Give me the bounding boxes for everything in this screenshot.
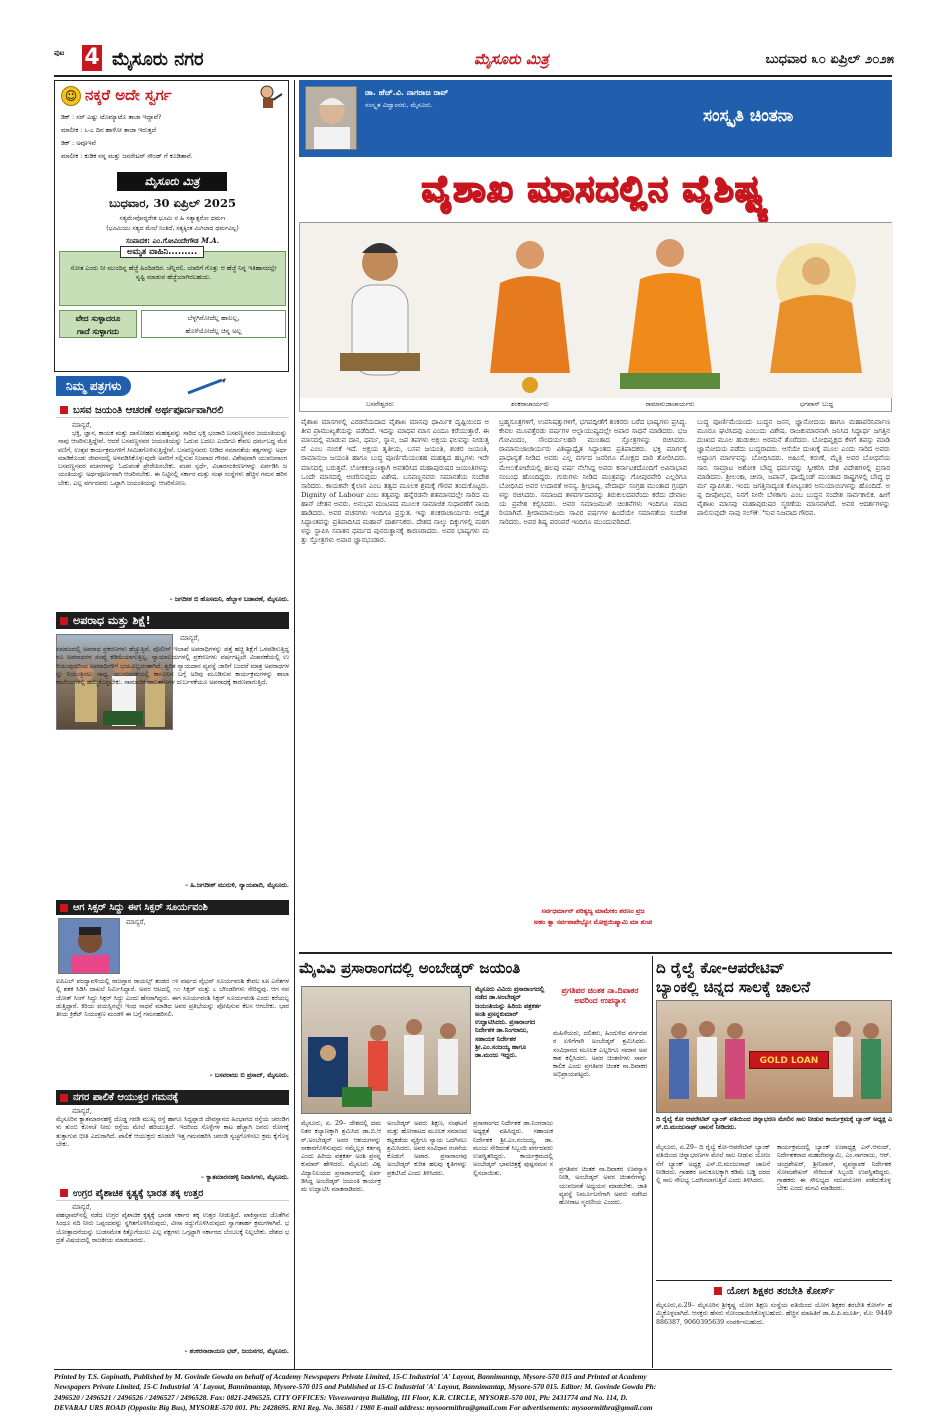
veda-box [59, 310, 286, 338]
letter-3 [56, 900, 289, 1086]
letter-4-title: ನಗರ ಪಾಲಿಕೆ ಆಯುಕ್ತರ ಗಮನಕ್ಕೆ [73, 1092, 179, 1103]
letter-1-title: ಬಸವ ಜಯಂತಿ ಆಚರಣೆ ಅರ್ಥಪೂರ್ಣವಾಗಿರಲಿ [73, 404, 224, 416]
feature-bottom-rule [299, 952, 892, 954]
feature-column-3: ಬುದ್ಧ ಪೂರ್ಣಿಮೆಯಂದು ಬುದ್ಧನ ಜನನ, ಜ್ಞಾನೋದಯ ಹಾಗೂ ಮಹಾಪರಿನಿರ್ವಾಣ ಮೂರೂ ಘಟಿಸಿದವು ಎಂಬುದು ವಿಶೇಷ. ರಾಜಕುಮಾರನಾಗಿ ಜನಿಸಿದ ಸಿದ್ಧಾರ್ಥ ಜಗತ್ತಿನ ದುಃಖದ ಮೂಲ ಹುಡುಕಲು ಅರಮನೆ ತೊರೆದರು. ಬೋಧಿವೃಕ್ಷದ ಕೆಳಗೆ ತಪಸ್ಸು ಮಾಡಿ ಜ್ಞಾನೋದಯ ಪಡೆದು ಬುದ್ಧರಾದರು. ಆಸೆಯೇ ದುಃಖಕ್ಕೆ ಮೂಲ ಎಂದು ಸಾರಿದ ಅವರು ಅಷ್ಟಾಂಗ ಮಾರ್ಗವನ್ನು ಬೋಧಿಸಿದರು. ಅಹಿಂಸೆ, ಕರುಣೆ, ಮೈತ್ರಿ ಅವರ ಬೋಧನೆಯ ಸಾರ. ಸಾಮ್ರಾಟ ಅಶೋಕ ಬೌದ್ಧ ಧರ್ಮವನ್ನು ಸ್ವೀಕರಿಸಿ ದೇಶ ವಿದೇಶಗಳಲ್ಲಿ ಪ್ರಸಾರ ಮಾಡಿದನು. ಶ್ರೀಲಂಕಾ, ಚೀನಾ, ಜಪಾನ್, ಥಾಯ್ಲೆಂಡ್ ಮುಂತಾದ ರಾಷ್ಟ್ರಗಳಲ್ಲಿ ಬೌದ್ಧ ಧರ್ಮ ವ್ಯಾಪಿಸಿತು. ಇಂದು ಜಗತ್ತಿನಾದ್ಯಂತ ಕೋಟ್ಯಂತರ ಅನುಯಾಯಿಗಳನ್ನು ಹೊಂದಿದೆ. ಅಪ್ಪ ದೀಪೋಭವ, ನಿನಗೆ ನೀನೇ ಬೆಳಕಾಗು ಎಂಬ ಬುದ್ಧನ ಸಂದೇಶ ಸಾರ್ವಕಾಲಿಕ. ಹೀಗೆ ವೈಶಾಖ ಮಾಸವು ಮಹಾಪುರುಷರ ಸ್ಮರಣೆಯ ಮಾಸವಾಗಿದೆ. ಅವರ ಆದರ್ಶಗಳನ್ನು ಪಾಲಿಸುವುದೇ ನಾವು ಸಲ್लಿಸುವ ನಿಜವಾದ ಗೌರವ. [697, 418, 890, 518]
red-square-icon [60, 617, 68, 625]
author-photo [305, 86, 357, 150]
section-title: ಮೈಸೂರು ನಗರ [112, 49, 204, 70]
letter-1-title-bar [56, 403, 289, 418]
joke-line: ಡಿಕ್ : ಅವೂಇವೆ [61, 139, 96, 147]
cartoon-figure-icon [255, 84, 283, 110]
caption-ramanujacharya: ರಾಮಾನುಜಾಚಾರ್ಯರು [645, 400, 695, 408]
letter-4-title-bar [56, 1090, 289, 1105]
coop-body-2: ಕಾರ್ಯಕ್ರಮದಲ್ಲಿ ಬ್ಯಾಂಕ್ ಉಪಾಧ್ಯಕ್ಷ ಎಸ್.ಆನಂದ್, ನಿರ್ದೇಶಕರಾದ ಮಹದೇವಸ್ವಾಮಿ, ಎಂ.ನಾಗರಾಜು, ಆರ್.ಚಂದ್ರಶೇಖರ್, ಶ್ರೀನಿವಾಸ್, ವ್ಯವಸ್ಥಾಪಕ ನಿರ್ದೇಶಕ ಸೋಮಶೇಖರ್ ಸೇರಿದಂತೆ ಸಿಬ್ಬಂದಿ ಉಪಸ್ಥಿತರಿದ್ದರು. ಗ್ರಾಹಕರು ಈ ಸೌಲಭ್ಯದ ಸದುಪಯೋಗ ಪಡೆದುಕೊಳ್ಳಬೇಕು ಎಂದು ಮನವಿ ಮಾಡಿದರು. [777, 1144, 891, 1193]
feature-header [299, 80, 892, 157]
ambedkar-article [299, 956, 649, 1366]
author-name: ಡಾ. ಹೆಚ್.ವಿ. ನಾಗರಾಜ ರಾವ್ [365, 88, 449, 97]
saints-image-strip [299, 222, 892, 412]
letter-5 [56, 1186, 289, 1362]
joke-line: ಮಾಲೀಕ : ೬-೭ ದಿನ ಹಾಳೋ ತಾಜಾ ಇರುತ್ತದೆ [61, 126, 157, 134]
coop-photo-caption: ದಿ ರೈಲ್ವೆ ಕೋ ಆಪರೇಟಿವ್ ಬ್ಯಾಂಕ್ ವತಿಯಿಂದ ಚಿನ್ನಾಭರಣ ಮೇಲಿನ ಸಾಲ ನೀಡುವ ಕಾರ್ಯಕ್ರಮಕ್ಕೆ ಬ್ಯಾಂಕ್ ಅಧ್ಯಕ್ಷ ಎಸ್.ಬಿ.ಮಂಜುನಾಥ್ ಚಾಲನೆ ನೀಡಿದರು. [656, 1116, 892, 1132]
letter-2 [56, 612, 289, 896]
letter-3-body: ಐಪಿಎಲ್ ಪಂದ್ಯಾವಳಿಯಲ್ಲಿ ರಾಜಸ್ತಾನ ರಾಯಲ್ಸ್ ತಂಡದ ೧೪ ವರ್ಷದ ವೈಭವ್ ಸೂರ್ಯವಂಶಿ ಕೇವಲ ೩೫ ಎಸೆತಗಳಲ್ಲಿ ಶತಕ ಸಿಡಿಸಿ ದಾಖಲೆ ನಿರ್ಮಿಸಿದ್ದಾರೆ. ಅವರ ಆಟದಲ್ಲಿ ೧೧ ಸಿಕ್ಸರ್ ಮತ್ತು ೭ ಬೌಂಡರಿಗಳು ಸೇರಿದ್ದವು. ಆಗ ನವಜೋತ್ ಸಿಂಗ್ ಸಿದ್ದು ಸಿಕ್ಸರ್ ಸಿದ್ದು ಎಂದು ಹೆಸರಾಗಿದ್ದರು. ಈಗ ಸೂರ್ಯವಂಶಿ ಸಿಕ್ಸರ್ ಸೂರ್ಯವಂಶಿ ಎಂದು ಕರೆಯಲ್ಪಡುತ್ತಿದ್ದಾರೆ. ಕಿರಿಯ ವಯಸ್ಸಿನಲ್ಲೇ ಇಂಥ ಸಾಧನೆ ಮಾಡಿದ ಅವರ ಪ್ರತಿಭೆಯನ್ನು ಪೋಷಿಸುವ ಕೆಲಸ ಆಗಬೇಕು. ಭಾರತೀಯ ಕ್ರಿಕೆಟ್ ನಿಯಂತ್ರಣ ಮಂಡಳಿ ಈ ಬಗ್ಗೆ ಗಮನಹರಿಸಲಿ. [56, 978, 289, 1019]
letter-2-title-bar [56, 612, 289, 629]
issue-date: ಬುಧವಾರ ೩೦ ಏಪ್ರಿಲ್ ೨೦೨೫ [765, 52, 894, 67]
joke-line: ಮಾಲೀಕ : ಕುಡಿಕ ನನ್ನ ಮತ್ತು ಜನರೇಟರ್ ಸೌಂಡ್ ಗೆ ಕೂಡಿತಾವೆ. [61, 152, 193, 160]
paper-name: ಮೈಸೂರು ಮಿತ್ರ [474, 50, 549, 68]
coop-body-1: ಮೈಸೂರು, ಏ.29– ದಿ ರೈಲ್ವೆ ಕೋ-ಆಪರೇಟಿವ್ ಬ್ಯಾಂಕ್ ವತಿಯಿಂದ ಚಿನ್ನಾಭರಣಗಳ ಮೇಲೆ ಸಾಲ ನೀಡುವ ಯೋಜನೆಗೆ ಬ್ಯಾಂಕ್ ಅಧ್ಯಕ್ಷ ಎಸ್.ಬಿ.ಮಂಜುನಾಥ್ ಚಾಲನೆ ನೀಡಿದರು. ಗ್ರಾಹಕರ ಅನುಕೂಲಕ್ಕಾಗಿ ಕಡಿಮೆ ಬಡ್ಡಿ ದರದಲ್ಲಿ ಸಾಲ ಸೌಲಭ್ಯ ಒದಗಿಸಲಾಗುತ್ತಿದೆ ಎಂದು ತಿಳಿಸಿದರು. [656, 1144, 770, 1185]
sidebar-date: ಬುಧವಾರ, 30 ಏಪ್ರಿಲ್ 2025 [109, 196, 236, 210]
basaveshwara-image [300, 223, 460, 398]
letters-header-label: ನಿಮ್ಮ ಪತ್ರಗಳು [56, 376, 131, 396]
letter-1 [56, 403, 289, 608]
red-square-icon [60, 904, 68, 912]
amrutha-title: ಅಮೃತ ವಾಹಿನಿ......... [120, 246, 204, 258]
column-divider [294, 80, 295, 1370]
amrutha-text: ಸೋತ ಎಂದು ನೀ ಮುಂದಿನ್ನ ಹೆಜ್ಜೆ ಹಿಂದಿಡದಿರ. ಚೆನ್ನಿರಲಿ, ಯಾರಿಗೆ ಗೊತ್ತು ಆ ಹೆಜ್ಜೆ ನಿನ್ನ ಇತಿಹಾಸದಲ್ಲೇ ಸೃಷ್ಟಿ ಮಾಡುವ ಹೆಜ್ಜೆಯಾಗಿರಬಹುದು. [70, 265, 277, 282]
caption-shankaracharya: ಶಂಕರಾಚಾರ್ಯರು [511, 400, 549, 408]
letter-5-salutation: ಮಾನ್ಯರೆ, [72, 1203, 92, 1211]
letter-3-title: ಆಗ ಸಿಕ್ಸರ್ ಸಿದ್ದು ಈಗ ಸಿಕ್ಸರ್ ಸೂರ್ಯವಂಶಿ [73, 902, 208, 913]
letter-1-body: ಭಕ್ತಿ, ಜ್ಞಾನ, ಕಾಯಕ ಮತ್ತು ದಾಸೋಹದ ಮಹತ್ವವನ್ನು ಸಾರಿದ ಭಕ್ತಿ ಭಂಡಾರಿ ಬಸವಣ್ಣನವರ ಜಯಂತಿಯನ್ನು ನಾವು ಆಚರಿಸುತ್ತಿದ್ದೇವೆ. ಆದರೆ ಬಸವಣ್ಣನವರ ಜಯಂತಿಯನ್ನು ಓದುವ ಬದಲು ಎಂದಿಗೂ ಕೇವಲ ಧರ್ಮಬದ್ಧ ಮೆರವಣಿಗೆ, ಉತ್ಸವ ಕಾರ್ಯಕ್ರಮಗಳಿಗೆ ಸೀಮಿತಗೊಳಿಸುತ್ತಿದ್ದೇವೆ. ಬಸವಣ್ಣನವರು ನೀಡಿದ ಸಮಾನತೆಯ ತತ್ವಗಳನ್ನು ಅರ್ಥಮಾಡಿಕೊಂಡು ಜೀವನದಲ್ಲಿ ಅಳವಡಿಸಿಕೊಳ್ಳುವುದೇ ಅವರಿಗೆ ಸಲ್ಲಿಸುವ ನಿಜವಾದ ಗೌರವ. ವಿಶೇಷವಾಗಿ ಯುವಜನಾಂಗ ಬಸವಣ್ಣನವರ ವಚನಗಳನ್ನು ಓದುವಂತೆ ಪ್ರೇರೇಪಿಸಬೇಕು. ವಚನ ಸ್ಪರ್ಧೆ, ವಿಚಾರಸಂಕಿರಣಗಳನ್ನು ಏರ್ಪಡಿಸಿ ಜಯಂತಿಯನ್ನು ಅರ್ಥಪೂರ್ಣವಾಗಿ ಆಚರಿಸಬೇಕು. ಈ ನಿಟ್ಟಿನಲ್ಲಿ ಸರ್ಕಾರ ಮತ್ತು ಸಂಘ ಸಂಸ್ಥೆಗಳು ಹೆಚ್ಚಿನ ಗಮನ ಹರಿಸಬೇಕು. ಎಲ್ಲ ವರ್ಗದವರು ಒಟ್ಟಾಗಿ ಜಯಂತಿಯನ್ನು ಆಚರಿಸೋಣ. [58, 429, 287, 487]
ambedkar-body-1: ಮೈಸೂರು, ಏ. 29– ದೇಶದಲ್ಲಿ ದಮನಿತರ ಕಲ್ಯಾಣಕ್ಕಾಗಿ ಶ್ರಮಿಸಿದ ಡಾ.ಬಿ.ಆರ್.ಅಂಬೇಡ್ಕರ್ ಅವರ ಆಶಯಗಳನ್ನು ಸಾಕಾರಗೊಳಿಸುವುದು ನಮ್ಮೆಲ್ಲರ ಕರ್ತವ್ಯ ಎಂದು ಹಿರಿಯ ಪತ್ರಕರ್ತ ಅಂಶಿ ಪ್ರಸನ್ನಕುಮಾರ್ ಹೇಳಿದರು. ಮೈಸೂರು ವಿಶ್ವವಿದ್ಯಾನಿಲಯದ ಪ್ರಸಾರಾಂಗದಲ್ಲಿ ಏರ್ಪಡಿಸಿದ್ದ ಅಂಬೇಡ್ಕರ್ ಜಯಂತಿ ಕಾರ್ಯಕ್ರಮ ಉದ್ಘಾಟಿಸಿ ಮಾತನಾಡಿದರು. [301, 1120, 381, 1194]
letter-4-signature: – ಕ್ಯಾತಮಾರನಹಳ್ಳಿ ನಿವಾಸಿಗಳು, ಮೈಸೂರು. [200, 1173, 289, 1181]
veda-label-box [59, 310, 137, 338]
quote-line-1: ಸತ್ಯಮೇವೋದ್ಧರೇತ ಭೂಮಿ ನ ಹಿ ಸತ್ಯಾತ್ಪರೋ ಧರ್ಮಃ [119, 215, 226, 222]
gold-loan-banner: GOLD LOAN [749, 1051, 829, 1069]
veda-text-2: ಹೊಳೆಯೋದೆಲ್ಲ ಚಿನ್ನ ಅಲ್ಲ [185, 327, 242, 335]
letter-4-body: ಮೈಸೂರಿನ ಕ್ಯಾತಮಾರನಹಳ್ಳಿ ದೊಡ್ಡ ಗರಡಿ ಮುಖ್ಯ ರಸ್ತೆ ಹಾಗೂ ಸಿದ್ದಪ್ಪಾಜಿ ದೇವಸ್ಥಾನದ ಹಿಂಭಾಗದ ರಸ್ತೆಯ ಚರಂಡಿಗಳು ತುಂಬಿ ಕೊಳಚೆ ನೀರು ರಸ್ತೆಯ ಮೇಲೆ ಹರಿಯುತ್ತಿದೆ. ಇದರಿಂದ ಸೊಳ್ಳೆಗಳ ಕಾಟ ಹೆಚ್ಚಾಗಿ ಜನರು ರೋಗಕ್ಕೆ ತುತ್ತಾಗುವ ಭೀತಿ ಎದುರಾಗಿದೆ. ಪಾಲಿಕೆ ಆಯುಕ್ತರು ಕೂಡಲೇ ಇತ್ತ ಗಮನಹರಿಸಿ ಚರಂಡಿ ಸ್ವಚ್ಛಗೊಳಿಸಲು ಕ್ರಮ ಕೈಗೊಳ್ಳಬೇಕು. [56, 1115, 289, 1148]
caption-basaveshwara: ಬಸವೇಶ್ವರರು [366, 400, 394, 408]
letter-2-body: ಸಮಾಜದಲ್ಲಿ ಅಪರಾಧ ಪ್ರಕರಣಗಳು ಹೆಚ್ಚುತ್ತಿವೆ. ಪೊಲೀಸ್ ಇಲಾಖೆ ಅಪರಾಧಿಗಳನ್ನು ಪತ್ತೆ ಹಚ್ಚಿ ಶಿಕ್ಷೆಗೆ ಒಳಪಡಿಸುತ್ತಿದ್ದರೂ ಅಪರಾಧಗಳ ಸಂಖ್ಯೆ ಕಡಿಮೆಯಾಗುತ್ತಿಲ್ಲ. ನ್ಯಾಯಾಲಯಗಳಲ್ಲಿ ಪ್ರಕರಣಗಳು ವರ್ಷಗಟ್ಟಲೇ ವಿಚಾರಣೆಯಲ್ಲಿ ಉಳಿಯುವುದರಿಂದ ಅಪರಾಧಿಗಳಿಗೆ ಭಯವಿಲ್ಲದಂತಾಗಿದೆ. ತ್ವರಿತ ನ್ಯಾಯದಾನ ವ್ಯವಸ್ಥೆ ಜಾರಿಗೆ ಬಂದರೆ ಮಾತ್ರ ಅಪರಾಧಗಳನ್ನು ನಿಯಂತ್ರಿಸಲು ಸಾಧ್ಯ. ಯುವಜನತೆಯಲ್ಲಿ ಕಾನೂನಿನ ಬಗ್ಗೆ ಅರಿವು ಮೂಡಿಸುವ ಕಾರ್ಯಕ್ರಮಗಳನ್ನು ಶಾಲಾ ಕಾಲೇಜುಗಳಲ್ಲಿ ಹಮ್ಮಿಕೊಳ್ಳಬೇಕು. ಸಾಮಾಜಿಕ ಜಾಲತಾಣಗಳ ದುರ್ಬಳಕೆಯೂ ಅಪರಾಧಕ್ಕೆ ಕಾರಣವಾಗುತ್ತಿದೆ. [56, 646, 289, 687]
imprint [54, 1372, 892, 1413]
letter-1-signature: – ಜಗದೀಶ ಬಿ ಹೊಸಮನಿ, ಹೆಬ್ಬಾಳ ಬಡಾವಣೆ, ಮೈಸೂರು. [169, 595, 289, 603]
feature-headline: ವೈಶಾಖ ಮಾಸದಲ್ಲಿನ ವೈಶಿಷ್ಟ್ಯ [421, 169, 770, 210]
footer-line-1: ಸರ್ವಧರ್ಮಾನ್ ಪರಿತ್ಯಜ್ಯ ಮಾಮೇಕಂ ಶರಣಂ ವ್ರಜ [541, 907, 645, 915]
editor-degree: M.A. [201, 236, 220, 245]
letter-2-signature: – ಹಿ.ಜಗದೀಶ್ ಮುರುಳಿ, ನ್ಯಾಯವಾದಿ, ಮೈಸೂರು. [184, 882, 289, 889]
letter-3-title-bar [56, 900, 289, 915]
feature-article [299, 80, 892, 950]
veda-text-box [141, 310, 286, 338]
letter-1-salutation: ಮಾನ್ಯರೆ, [72, 421, 92, 429]
shankaracharya-image [460, 223, 600, 398]
ambedkar-body-4: ಪ್ರಗತಿಪರ ಚಿಂತಕ ನಾ.ದಿವಾಕರ ಉಪನ್ಯಾಸ ನೀಡಿ, ಅಂಬೇಡ್ಕರ್ ಅವರ ಚಿಂತನೆಗಳನ್ನು ಯುವಜನತೆ ಅಧ್ಯಯನ ಮಾಡಬೇಕು. ಜಾತಿ ವ್ಯವಸ್ಥೆ ನಿರ್ಮೂಲನೆಗಾಗಿ ಅವರು ನಡೆಸಿದ ಹೋರಾಟ ಸ್ಮರಣೀಯ ಎಂದರು. [559, 1166, 647, 1207]
footer-line-2: ಅಹಂ ತ್ವಾ ಸರ್ವಪಾಪೇಭ್ಯೋ ಮೋಕ್ಷಯಿಷ್ಯಾಮಿ ಮಾ ಶುಚಃ [533, 918, 653, 926]
red-square-icon [60, 406, 68, 414]
letter-5-title-bar [56, 1186, 289, 1201]
quote-line-2: (ಭೂಮಿಯು ಸತ್ಯದ ಮೇಲೆ ನಿಂತಿದೆ, ಸತ್ಯಕ್ಕಿಂತ ಮಿಗಿಲಾದ ಧರ್ಮವಿಲ್ಲ) [106, 225, 239, 232]
letter-5-signature: – ಶಂಕರನಾರಾಯಣ ಭಟ್, ಜಯನಗರ, ಮೈಸೂರು. [184, 1347, 289, 1355]
feature-column-1: ವೈಶಾಖ ಮಾಸಗಳಲ್ಲಿ ಎರಡನೆಯದಾದ ವೈಶಾಖ ಮಾಸವು ಧಾರ್ಮಿಕ ದೃಷ್ಟಿಯಿಂದ ಅತೀವ ಪ್ರಾಮುಖ್ಯತೆಯನ್ನು ಪಡೆದಿದೆ. ಇದನ್ನು ಮಾಧವ ಮಾಸ ಎಂದೂ ಕರೆಯುತ್ತಾರೆ. ಈ ಮಾಸದಲ್ಲಿ ಮಾಡುವ ದಾನ, ಧರ್ಮ, ಸ್ನಾನ, ಜಪ ತಪಗಳು ಅಕ್ಷಯ ಫಲವನ್ನು ನೀಡುತ್ತವೆ ಎಂಬ ನಂಬಿಕೆ ಇದೆ. ಅಕ್ಷಯ ತೃತೀಯ, ಬಸವ ಜಯಂತಿ, ಶಂಕರ ಜಯಂತಿ, ರಾಮಾನುಜ ಜಯಂತಿ ಹಾಗೂ ಬುದ್ಧ ಪೂರ್ಣಿಮೆಯಂತಹ ಮಹತ್ವದ ಹಬ್ಬಗಳು ಇದೇ ಮಾಸದಲ್ಲಿ ಬರುತ್ತವೆ. ಲೋಕಕಲ್ಯಾಣಕ್ಕಾಗಿ ಅವತರಿಸಿದ ಮಹಾಪುರುಷರ ಜಯಂತಿಗಳನ್ನು ಒಂದೇ ಮಾಸದಲ್ಲಿ ಆಚರಿಸುವುದು ವಿಶೇಷ. ಬಸವಣ್ಣನವರು ಸಮಾನತೆಯ ಸಂದೇಶ ಸಾರಿದರು. ಕಾಯಕವೇ ಕೈಲಾಸ ಎಂಬ ತತ್ವದ ಮೂಲಕ ಶ್ರಮಕ್ಕೆ ಗೌರವ ತಂದುಕೊಟ್ಟರು. Dignity of Labour ಎಂಬ ತತ್ವವನ್ನು ಹನ್ನೆರಡನೇ ಶತಮಾನದಲ್ಲೇ ಸಾರಿದ ಮಹಾನ್ ಚೇತನ ಅವರು. ಅನುಭವ ಮಂಟಪದ ಮೂಲಕ ಸಾಮಾಜಿಕ ಸುಧಾರಣೆಗೆ ನಾಂದಿ ಹಾಡಿದರು. ಅವರ ವಚನಗಳು ಇಂದಿಗೂ ಪ್ರಸ್ತುತ. ಇನ್ನು ಶಂಕರಾಚಾರ್ಯರು ಅದ್ವೈತ ಸಿದ್ಧಾಂತವನ್ನು ಪ್ರತಿಪಾದಿಸಿದ ಮಹಾನ್ ದಾರ್ಶನಿಕರು. ದೇಶದ ನಾಲ್ಕು ದಿಕ್ಕುಗಳಲ್ಲಿ ಮಠಗಳನ್ನು ಸ್ಥಾಪಿಸಿ ಸನಾತನ ಧರ್ಮದ ಪುನರುತ್ಥಾನಕ್ಕೆ ಕಾರಣರಾದರು. ಅವರ ಭಾಷ್ಯಗಳು ಮತ್ತು ಸ್ತೋತ್ರಗಳು ಅಪಾರ ಜ್ಞಾನಭಂಡಾರ. [301, 418, 489, 545]
veda-label-1: ವೇದ ಸುಳ್ಳಾದರೂ [75, 314, 121, 323]
ambedkar-photo-caption: ಮೈಸೂರು ವಿವಿಯ ಪ್ರಸಾರಾಂಗದಲ್ಲಿ ನಡೆದ ಡಾ.ಅಂಬೇಡ್ಕರ್ ಜಯಂತಿಯನ್ನು ಹಿರಿಯ ಪತ್ರಕರ್ತ ಅಂಶಿ ಪ್ರಸನ್ನಕುಮಾರ್ ಉದ್ಘಾಟಿಸಿದರು. ಪ್ರಸಾರಾಂಗದ ನಿರ್ದೇಶಕ ಡಾ.ನಿಂಗರಾಜು, ಸಹಾಯಕ ನಿರ್ದೇಶಕ ಶ್ರೀ.ಎಂ.ಸಂಜಯ್ಯ ಹಾಗೂ ಡಾ.ಮಂಜು ಇದ್ದರು. [475, 986, 545, 1060]
amrutha-box [59, 247, 286, 306]
letter-4-salutation: ಮಾನ್ಯರೆ, [72, 1107, 92, 1115]
buddha-image [740, 223, 893, 398]
red-square-icon [60, 1094, 68, 1102]
series-title: ಸಂಸ್ಕೃತಿ ಚಿಂತನಾ [703, 106, 794, 126]
letter-5-title: ಉಗ್ರರ ಪೈಶಾಚಿಕ ಕೃತ್ಯಕ್ಕೆ ಭಾರತ ತಕ್ಕ ಉತ್ತರ [73, 1187, 204, 1199]
page-masthead [54, 46, 892, 76]
red-square-icon [714, 1287, 722, 1295]
imprint-line-4: DEVARAJ URS ROAD (Opposite Big Bus), MYSORE-570 001. Ph: 2428695. RNI Reg. No. 36581 / 1980 E-mail address: mysoormithra@gmail.com For advertisements: mysoormithra@gmail.com [54, 1402, 653, 1412]
cricketer-photo [58, 918, 120, 974]
ambedkar-body-2: ಅಂಬೇಡ್ಕರ್ ಅವರು ಶಿಕ್ಷಣ, ಸಂಘಟನೆ ಮತ್ತು ಹೋರಾಟದ ಮೂಲಕ ಸಮಾಜದ ಕಟ್ಟಕಡೆಯ ವ್ಯಕ್ತಿಗೂ ನ್ಯಾಯ ಒದಗಿಸಲು ಶ್ರಮಿಸಿದರು. ಅವರ ಸಂವಿಧಾನ ರಚನೆಯ ಕೊಡುಗೆ ಅಪಾರ. ಪ್ರಸಾರಾಂಗವು ಅಂಬೇಡ್ಕರ್ ಕುರಿತ ಹಲವು ಕೃತಿಗಳನ್ನು ಪ್ರಕಟಿಸಿದೆ ಎಂದು ತಿಳಿಸಿದರು. [387, 1120, 467, 1177]
imprint-line-1: Printed by T.S. Gopinath, Published by M. Govinde Gowda on behalf of Academy Newspapers Private Limited, 15-C Industrial 'A' Layout, Bannimantap, Mysore-570 015 and Printed at Academy [54, 1372, 647, 1381]
ramanujacharya-image [600, 223, 740, 398]
nakkare-title: ನಕ್ಕರೆ ಅದೇ ಸ್ವರ್ಗ [85, 86, 172, 104]
coop-headline-2: ಬ್ಯಾಂಕಲ್ಲಿ ಚಿನ್ನದ ಸಾಲಕ್ಕೆ ಚಾಲನೆ [656, 978, 811, 996]
letter-3-signature: – ಬಸವರಾಜು ಬಿ ಪ್ರಸಾದ್, ಮೈಸೂರು. [209, 1072, 289, 1079]
ambedkar-side-title: ಪ್ರಗತಿಪರ ಚಿಂತಕ ನಾ.ದಿವಾಕರ ಅವರಿಂದ ಉಪನ್ಯಾಸ [561, 986, 639, 1006]
page-label: ಪುಟ [54, 49, 65, 57]
yoga-rule [656, 1280, 892, 1281]
editor-label: ಸಂಪಾದಕ: ಎಂ.ಗೋವಿಂದೇಗೌಡ [125, 237, 199, 245]
author-title: ಸಂಸ್ಕೃತ ವಿದ್ವಾಂಸರು, ಮೈಸೂರು. [365, 101, 433, 109]
page-number: 4 [82, 45, 102, 71]
yoga-text: ಮೈಸೂರು,ಏ.29– ಮೈಸೂರಿನ ಶ್ರೀಕೃಷ್ಣ ಯೋಗ ಶಿಕ್ಷಣ ಸಂಸ್ಥೆಯ ವತಿಯಿಂದ ಯೋಗ ಶಿಕ್ಷಕರ ತರಬೇತಿ ಕೋರ್ಸ್ ಹಮ್ಮಿಕೊಳ್ಳಲಾಗಿದೆ. ಆಸಕ್ತರು ಹೆಸರು ನೋಂದಾಯಿಸಿಕೊಳ್ಳಬಹುದು. ಹೆಚ್ಚಿನ ಮಾಹಿತಿಗೆ ಡಾ.ಪಿ.ಪಿ.ಮೂರ್ತಿ, ಮೊ: 9449886387, 9060395639 ಸಂಪರ್ಕಿಸಬಹುದು. [656, 1302, 892, 1326]
cooperative-article [656, 956, 892, 1366]
ambedkar-side-text: ಮಹಿಳೆಯರು, ದಲಿತರು, ಹಿಂದುಳಿದ ವರ್ಗದವರ ಏಳಿಗೆಗಾಗಿ ಅಂಬೇಡ್ಕರ್ ಶ್ರಮಿಸಿದರು. ಸಂವಿಧಾನದ ಮೂಲಕ ಎಲ್ಲರಿಗೂ ಸಮಾನ ಅವಕಾಶ ಕಲ್ಪಿಸಿದರು. ಅವರ ಚಿಂತನೆಗಳು ಸಾರ್ವಕಾಲಿಕ ಎಂದು ಪ್ರಗತಿಪರ ಚಿಂತಕ ನಾ.ದಿವಾಕರ ಅಭಿಪ್ರಾಯಪಟ್ಟರು. [553, 1030, 647, 1079]
ambedkar-event-photo [301, 986, 471, 1114]
nakkare-lines [61, 111, 285, 163]
yoga-title-row [656, 1284, 892, 1298]
letters-header [56, 375, 289, 399]
imprint-line-3: 2496520 / 2496521 / 2496526 / 2496527 / 2496528. Fax: 0821-2496525. CITY OFFICES: Visveswaraya Building, III Floor, K.R. CIRCLE, MYSORE-570 001, Ph: 2431774 and No. 114, D. [54, 1392, 628, 1402]
sidebar-logo: ಮೈಸೂರು ಮಿತ್ರ [117, 172, 227, 191]
imprint-rule [54, 1369, 892, 1370]
veda-text-1: ಬೆಳ್ಳಗಿರೋದೆಲ್ಲ ಹಾಲಲ್ಲ, [187, 314, 240, 322]
coop-headline-1: ದಿ ರೈಲ್ವೆ ಕೋ-ಆಪರೇಟಿವ್ [656, 959, 785, 977]
letter-3-salutation: ಮಾನ್ಯರೆ, [126, 918, 146, 926]
letter-4 [56, 1090, 289, 1182]
veda-label-2: ಗಾದೆ ಸುಳ್ಳಾಗದು [77, 327, 119, 336]
letter-2-salutation: ಮಾನ್ಯರೆ, [180, 634, 200, 642]
letter-2-title: ಅಪರಾಧ ಮತ್ತು ಶಿಕ್ಷೆ! [73, 613, 151, 627]
left-sidebar [54, 80, 289, 1370]
ambedkar-headline: ಮೈವಿವಿ ಪ್ರಸಾರಾಂಗದಲ್ಲಿ ಅಂಬೇಡ್ಕರ್ ಜಯಂತಿ [299, 959, 521, 977]
imprint-line-2: Newspapers Private Limited, 15-C Industrial 'A' Layout, Bannimantap, Mysore-570 015 and Published at 15-C Industrial 'A' Layout, Bannimantap, Mysore-570 015. Editor: M. Govinde Gowda Ph: [54, 1382, 657, 1392]
joke-line: ಡಿಕ್ : ಸರ್ ಎಷ್ಟು ಟೊಮ್ಯಾಟೊ ತಾಜಾ ಇದ್ದಾವೆ? [61, 113, 162, 121]
ambedkar-body-3: ಪ್ರಸಾರಾಂಗದ ನಿರ್ದೇಶಕ ಡಾ.ನಿಂಗರಾಜು ಅಧ್ಯಕ್ಷತೆ ವಹಿಸಿದ್ದರು. ಸಹಾಯಕ ನಿರ್ದೇಶಕ ಶ್ರೀ.ಎಂ.ಸಂಜಯ್ಯ, ಡಾ.ಮಂಜು ಸೇರಿದಂತೆ ಸಿಬ್ಬಂದಿ ವರ್ಗದವರು ಉಪಸ್ಥಿತರಿದ್ದರು. ಕಾರ್ಯಕ್ರಮದಲ್ಲಿ ಅಂಬೇಡ್ಕರ್ ಭಾವಚಿತ್ರಕ್ಕೆ ಪುಷ್ಪನಮನ ಸಲ್ಲಿಸಲಾಯಿತು. [473, 1120, 553, 1177]
letter-5-body: ಪಹಲ್ಗಾಮ್‌ನಲ್ಲಿ ನಡೆದ ಉಗ್ರರ ಪೈಶಾಚಿಕ ಕೃತ್ಯಕ್ಕೆ ಭಾರತ ಸರ್ಕಾರ ತಕ್ಕ ಉತ್ತರ ನೀಡುತ್ತಿದೆ. ಪಾಕಿಸ್ತಾನದ ಜೊತೆಗಿನ ಸಿಂಧೂ ನದಿ ನೀರು ಒಪ್ಪಂದವನ್ನು ಸ್ಥಗಿತಗೊಳಿಸಿರುವುದು, ವೀಸಾ ರದ್ದುಗೊಳಿಸಿರುವುದು ಸ್ವಾಗತಾರ್ಹ ಕ್ರಮಗಳಾಗಿವೆ. ಭಯೋತ್ಪಾದನೆಯನ್ನು ಬುಡಸಮೇತ ಕಿತ್ತೊಗೆಯಲು ಎಲ್ಲ ಪಕ್ಷಗಳು ಒಗ್ಗಟ್ಟಾಗಿ ಸರ್ಕಾರದ ಬೆಂಬಲಕ್ಕೆ ನಿಲ್ಲಬೇಕು. ದೇಶದ ಭದ್ರತೆ ವಿಷಯದಲ್ಲಿ ರಾಜಕೀಯ ಮಾಡಬಾರದು. [56, 1211, 289, 1244]
feature-footer-quote [499, 906, 687, 928]
yoga-title: ಯೋಗ ಶಿಕ್ಷಕರ ತರಬೇತಿ ಕೋರ್ಸ್ [726, 1285, 835, 1297]
feature-column-2: ಬ್ರಹ್ಮಸೂತ್ರಗಳಿಗೆ, ಉಪನಿಷತ್ತುಗಳಿಗೆ, ಭಗವದ್ಗೀತೆಗೆ ಶಂಕರರು ಬರೆದ ಭಾಷ್ಯಗಳು ಪ್ರಸಿದ್ಧ. ಕೇವಲ ಮೂವತ್ತೆರಡು ವರ್ಷಗಳ ಅಲ್ಪಾಯುಷ್ಯದಲ್ಲೇ ಅಪಾರ ಸಾಧನೆ ಮಾಡಿದರು. ಭಜಗೋವಿಂದಂ, ಸೌಂದರ್ಯಲಹರಿ ಮುಂತಾದ ಸ್ತೋತ್ರಗಳನ್ನು ರಚಿಸಿದರು. ರಾಮಾನುಜಾಚಾರ್ಯರು ವಿಶಿಷ್ಟಾದ್ವೈತ ಸಿದ್ಧಾಂತದ ಪ್ರತಿಪಾದಕರು. ಭಕ್ತಿ ಮಾರ್ಗಕ್ಕೆ ಪ್ರಾಧಾನ್ಯತೆ ನೀಡಿದ ಅವರು ಎಲ್ಲ ವರ್ಗದ ಜನರಿಗೂ ಮೋಕ್ಷದ ದಾರಿ ತೋರಿಸಿದರು. ಮೇಲುಕೋಟೆಯಲ್ಲಿ ಹಲವು ವರ್ಷ ನೆಲೆಸಿದ್ದ ಅವರು ಕರ್ನಾಟಕದೊಂದಿಗೆ ಅವಿನಾಭಾವ ಸಂಬಂಧ ಹೊಂದಿದ್ದರು. ಗುರುಗಳು ನೀಡಿದ ಮಂತ್ರವನ್ನು ಗೋಪುರವೇರಿ ಎಲ್ಲರಿಗೂ ಬೋಧಿಸಿದ ಅವರ ಉದಾರತೆ ಅನನ್ಯ. ಶ್ರೀಭಾಷ್ಯ, ವೇದಾರ್ಥ ಸಂಗ್ರಹ ಮುಂತಾದ ಗ್ರಂಥಗಳನ್ನು ರಚಿಸಿದರು. ಸಮಾಜದ ತಳವರ್ಗದವರನ್ನು ತಿರುಕುಲದವರೆಂದು ಕರೆದು ದೇವಾಲಯ ಪ್ರವೇಶ ಕಲ್ಪಿಸಿದರು. ಅವರ ಸಮಾಜಮುಖಿ ಚಿಂತನೆಗಳು ಇಂದಿಗೂ ಮಾದರಿಯಾಗಿವೆ. ಶ್ರೀರಾಮಾನುಜರು ಸಾವಿರ ವರ್ಷಗಳ ಹಿಂದೆಯೇ ಸಮಾನತೆಯ ಸಂದೇಶ ಸಾರಿದರು. ಅವರ ಶಿಷ್ಯ ಪರಂಪರೆ ಇಂದಿಗೂ ಮುಂದುವರಿದಿದೆ. [499, 418, 687, 527]
red-square-icon [60, 1189, 68, 1197]
masthead-rule [54, 75, 892, 77]
editor-line [55, 236, 290, 246]
gold-loan-photo [656, 1000, 892, 1113]
mid-column-divider [652, 956, 653, 1368]
nakkare-box [54, 80, 289, 372]
caption-buddha: ಭಗವಾನ್ ಬುದ್ಧ [799, 400, 834, 408]
laugh-emoji-icon: ☺ [61, 86, 81, 106]
pen-icon [186, 377, 226, 399]
